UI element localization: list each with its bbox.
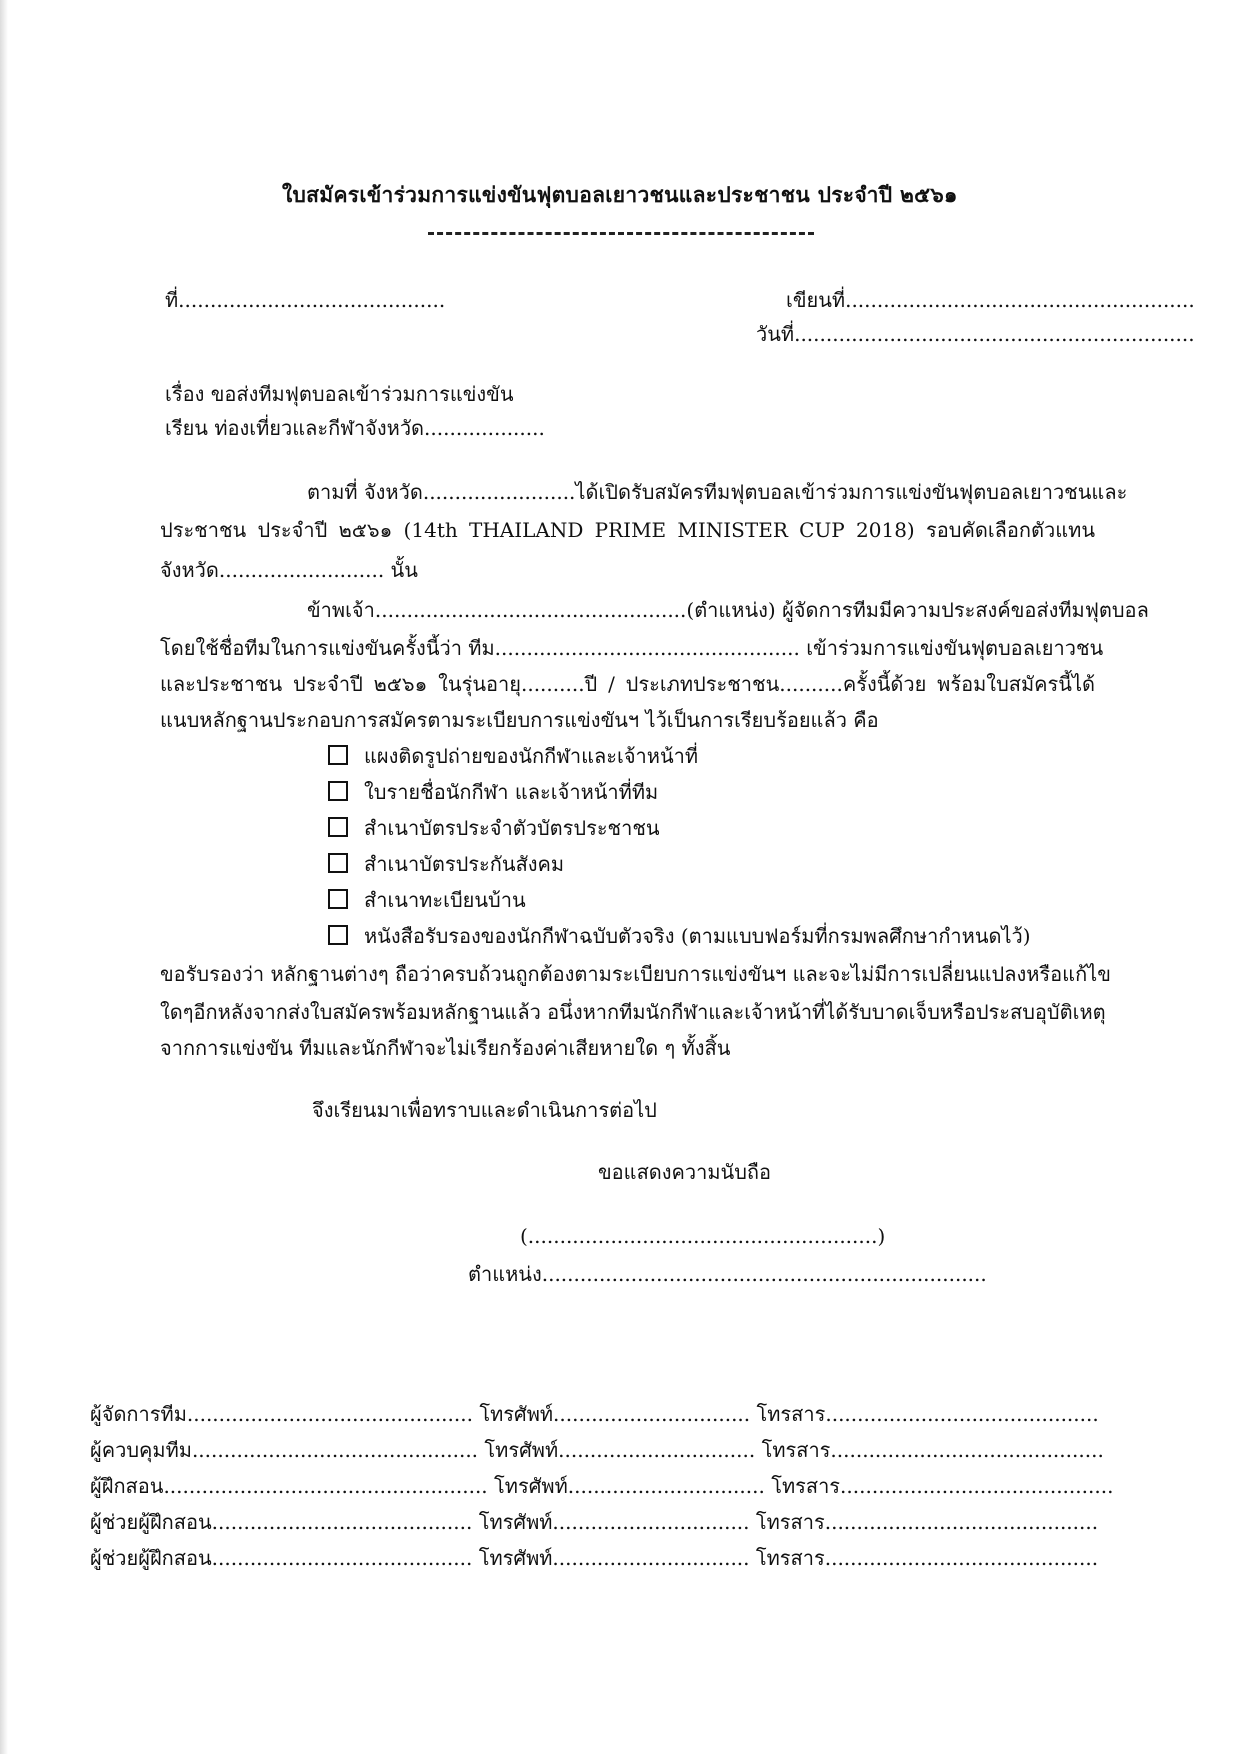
contact-row-assistant-coach-2[interactable]: [90, 1546, 1098, 1570]
written-at-field[interactable]: เขียนที่.......................................................: [786, 288, 1195, 312]
contact-fax[interactable]: โทรสาร...........................................: [755, 1510, 1099, 1534]
document-title: ใบสมัครเข้าร่วมการแข่งขันฟุตบอลเยาวชนและประชาชน ประจำปี ๒๕๖๑: [282, 182, 958, 207]
checkbox[interactable]: [328, 781, 348, 801]
body-line-3[interactable]: จังหวัด.......................... นั้น: [160, 558, 418, 582]
checklist-label: สำเนาทะเบียนบ้าน: [364, 888, 526, 912]
checklist-label: สำเนาบัตรประจำตัวบัตรประชาชน: [364, 816, 660, 840]
ref-no-field[interactable]: ที่..........................................: [165, 288, 446, 312]
contact-phone[interactable]: โทรศัพท์...............................: [494, 1474, 765, 1498]
body-line-5[interactable]: โดยใช้ชื่อทีมในการแข่งขันครั้งนี้ว่า ทีม................................................ เข้าร่วมการแข่งขันฟุตบอลเยาวชน: [160, 636, 1104, 660]
contact-fax[interactable]: โทรสาร...........................................: [755, 1546, 1099, 1570]
checkbox[interactable]: [328, 925, 348, 945]
contact-row-assistant-coach-1[interactable]: [90, 1510, 1098, 1534]
certify-line-3: จากการแข่งขัน ทีมและนักกีฬาจะไม่เรียกร้องค่าเสียหายใด ๆ ทั้งสิ้น: [160, 1036, 731, 1060]
contact-phone[interactable]: โทรศัพท์...............................: [478, 1510, 750, 1534]
scan-edge: [0, 0, 8, 1754]
checkbox[interactable]: [328, 745, 348, 765]
to-line[interactable]: เรียน ท่องเที่ยวและกีฬาจังหวัด...................: [165, 416, 545, 440]
body-line-4[interactable]: ข้าพเจ้า.................................................(ตำแหน่ง) ผู้จัดการทีมมีความประสงค์ขอส่งทีมฟุตบอล: [307, 598, 1149, 622]
contact-role[interactable]: ผู้ฝึกสอน...................................................: [90, 1474, 488, 1498]
regards-line: ขอแสดงความนับถือ: [598, 1160, 772, 1184]
contact-fax[interactable]: โทรสาร...........................................: [771, 1474, 1114, 1498]
certify-line-2: ใดๆอีกหลังจากส่งใบสมัครพร้อมหลักฐานแล้ว อนึ่งหากทีมนักกีฬาและเจ้าหน้าที่ได้รับบาดเจ็บหรือประสบอุบัติเหตุ: [160, 1000, 1106, 1024]
checkbox[interactable]: [328, 889, 348, 909]
signature-field[interactable]: (.......................................................): [520, 1224, 886, 1248]
title-dash-divider: [428, 232, 814, 235]
checkbox[interactable]: [328, 817, 348, 837]
checkbox[interactable]: [328, 853, 348, 873]
body-line-1[interactable]: ตามที่ จังหวัด........................ได้เปิดรับสมัครทีมฟุตบอลเข้าร่วมการแข่งขันฟุตบอลเยาวชนและ: [307, 480, 1128, 504]
checklist-item-id-card[interactable]: [328, 816, 660, 840]
body-line-6[interactable]: และประชาชน ประจำปี ๒๕๖๑ ในรุ่นอายุ..........ปี / ประเภทประชาชน..........ครั้งนี้ด้วย พร้อมใบสมัครนี้ได้: [160, 672, 1095, 696]
contact-row-coach[interactable]: [90, 1474, 1113, 1498]
position-field[interactable]: ตำแหน่ง......................................................................: [468, 1262, 987, 1286]
checklist-item-roster[interactable]: [328, 780, 658, 804]
checklist-label: หนังสือรับรองของนักกีฬาฉบับตัวจริง (ตามแบบฟอร์มที่กรมพลศึกษากำหนดไว้): [364, 924, 1031, 948]
closing-line: จึงเรียนมาเพื่อทราบและดำเนินการต่อไป: [312, 1098, 657, 1122]
contact-fax[interactable]: โทรสาร...........................................: [761, 1438, 1104, 1462]
checklist-item-certificate[interactable]: [328, 924, 1031, 948]
checklist-label: สำเนาบัตรประกันสังคม: [364, 852, 565, 876]
contact-role[interactable]: ผู้ช่วยผู้ฝึกสอน.........................................: [90, 1510, 473, 1534]
contact-role[interactable]: ผู้ควบคุมทีม.............................................: [90, 1438, 479, 1462]
contact-row-manager[interactable]: [90, 1402, 1099, 1426]
checklist-item-house-registration[interactable]: [328, 888, 526, 912]
contact-row-supervisor[interactable]: [90, 1438, 1104, 1462]
checklist-item-photo-board[interactable]: [328, 744, 698, 768]
body-line-2: ประชาชน ประจำปี ๒๕๖๑ (14th THAILAND PRIME MINISTER CUP 2018) รอบคัดเลือกตัวแทน: [160, 518, 1095, 542]
contact-fax[interactable]: โทรสาร...........................................: [756, 1402, 1099, 1426]
certify-line-1: ขอรับรองว่า หลักฐานต่างๆ ถือว่าครบถ้วนถูกต้องตามระเบียบการแข่งขันฯ และจะไม่มีการเปลี่ยนแปลงหรือแก้ไข: [160, 962, 1111, 986]
checklist-item-social-security[interactable]: [328, 852, 564, 876]
contact-role[interactable]: ผู้ช่วยผู้ฝึกสอน.........................................: [90, 1546, 473, 1570]
date-field[interactable]: วันที่...............................................................: [756, 322, 1195, 346]
contact-role[interactable]: ผู้จัดการทีม.............................................: [90, 1402, 473, 1426]
contact-phone[interactable]: โทรศัพท์...............................: [478, 1546, 750, 1570]
body-line-7: แนบหลักฐานประกอบการสมัครตามระเบียบการแข่งขันฯ ไว้เป็นการเรียบร้อยแล้ว คือ: [160, 708, 879, 732]
checklist-label: แผงติดรูปถ่ายของนักกีฬาและเจ้าหน้าที่: [364, 744, 699, 768]
subject-line: เรื่อง ขอส่งทีมฟุตบอลเข้าร่วมการแข่งขัน: [165, 382, 514, 406]
checklist-label: ใบรายชื่อนักกีฬา และเจ้าหน้าที่ทีม: [364, 780, 659, 804]
contact-phone[interactable]: โทรศัพท์...............................: [479, 1402, 751, 1426]
contact-phone[interactable]: โทรศัพท์...............................: [484, 1438, 756, 1462]
